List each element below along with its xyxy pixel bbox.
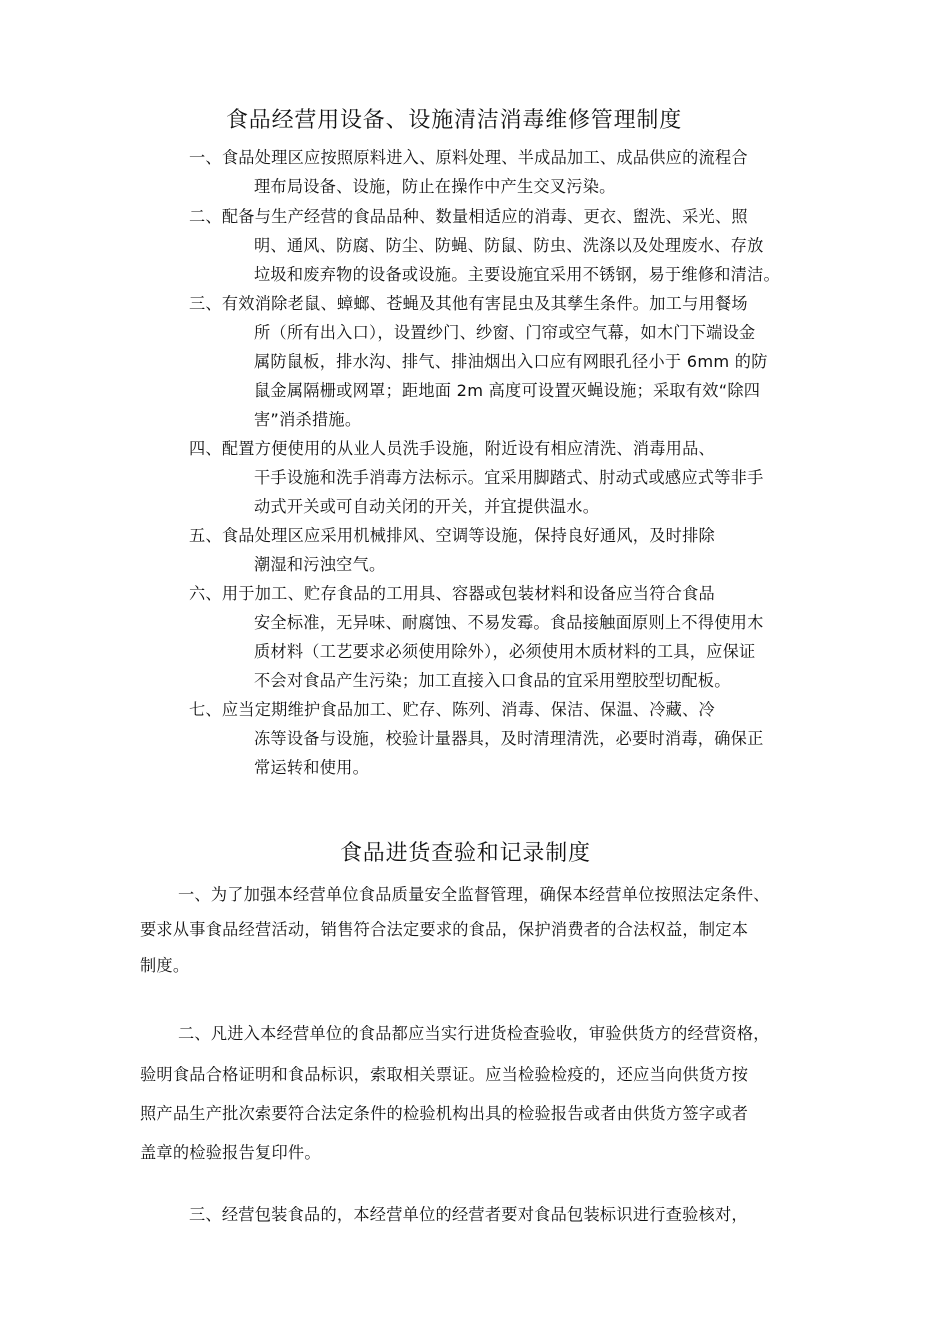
item-3-line-1: 三、有效消除老鼠、蟑螂、苍蝇及其他有害昆虫及其孳生条件。加工与用餐场 xyxy=(189,294,748,313)
item-5-line-2: 潮湿和污浊空气。 xyxy=(254,555,386,574)
item-3-line-2: 所（所有出入口），设置纱门、纱窗、门帘或空气幕，如木门下端设金 xyxy=(254,323,756,342)
para-2-line-4: 盖章的检验报告复印件。 xyxy=(140,1143,321,1162)
item-7-line-3: 常运转和使用。 xyxy=(254,758,370,777)
item-7-line-1: 七、应当定期维护食品加工、贮存、陈列、消毒、保洁、保温、冷藏、冷 xyxy=(189,700,715,719)
item-3-line-4: 鼠金属隔栅或网罩；距地面 2m 高度可设置灭蝇设施；采取有效“除四 xyxy=(254,381,761,400)
para-2-line-3: 照产品生产批次索要符合法定条件的检验机构出具的检验报告或者由供货方签字或者 xyxy=(140,1104,749,1123)
para-1-line-2: 要求从事食品经营活动，销售符合法定要求的食品，保护消费者的合法权益，制定本 xyxy=(140,920,749,939)
item-6-line-2: 安全标准，无异味、耐腐蚀、不易发霉。食品接触面原则上不得使用木 xyxy=(254,613,764,632)
item-2-line-3: 垃圾和废弃物的设备或设施。主要设施宜采用不锈钢，易于维修和清洁。 xyxy=(254,265,780,284)
item-4-line-2: 干手设施和洗手消毒方法标示。宜采用脚踏式、肘动式或感应式等非手 xyxy=(254,468,764,487)
item-1-line-1: 一、食品处理区应按照原料进入、原料处理、半成品加工、成品供应的流程合 xyxy=(189,148,748,167)
item-6-line-3: 质材料（工艺要求必须使用除外），必须使用木质材料的工具，应保证 xyxy=(254,642,756,661)
section-title-equipment-cleaning: 食品经营用设备、设施清洁消毒维修管理制度 xyxy=(226,108,683,133)
para-1-line-3: 制度。 xyxy=(140,956,190,975)
section-title-purchase-inspection: 食品进货查验和记录制度 xyxy=(340,841,591,866)
item-4-line-1: 四、配置方便使用的从业人员洗手设施，附近设有相应清洗、消毒用品、 xyxy=(189,439,715,458)
para-2-line-2: 验明食品合格证明和食品标识，索取相关票证。应当检验检疫的，还应当向供货方按 xyxy=(140,1065,749,1084)
item-3-line-3: 属防鼠板，排水沟、排气、排油烟出入口应有网眼孔径小于 6mm 的防 xyxy=(254,352,768,371)
item-6-line-4: 不会对食品产生污染；加工直接入口食品的宜采用塑胶型切配板。 xyxy=(254,671,731,690)
item-2-line-2: 明、通风、防腐、防尘、防蝇、防鼠、防虫、洗涤以及处理废水、存放 xyxy=(254,236,764,255)
item-1-line-2: 理布局设备、设施，防止在操作中产生交叉污染。 xyxy=(254,177,616,196)
para-3-line-1: 三、经营包装食品的，本经营单位的经营者要对食品包装标识进行查验核对， xyxy=(189,1205,748,1224)
item-5-line-1: 五、食品处理区应采用机械排风、空调等设施，保持良好通风，及时排除 xyxy=(189,526,715,545)
item-6-line-1: 六、用于加工、贮存食品的工用具、容器或包装材料和设备应当符合食品 xyxy=(189,584,715,603)
para-1-line-1: 一、为了加强本经营单位食品质量安全监督管理，确保本经营单位按照法定条件、 xyxy=(178,885,770,904)
item-4-line-3: 动式开关或可自动关闭的开关，并宜提供温水。 xyxy=(254,497,600,516)
item-3-line-5: 害”消杀措施。 xyxy=(254,410,362,429)
para-2-line-1: 二、凡进入本经营单位的食品都应当实行进货检查验收，审验供货方的经营资格， xyxy=(178,1024,770,1043)
item-2-line-1: 二、配备与生产经营的食品品种、数量相适应的消毒、更衣、盥洗、采光、照 xyxy=(189,207,748,226)
item-7-line-2: 冻等设备与设施，校验计量器具，及时清理清洗，必要时消毒，确保正 xyxy=(254,729,764,748)
